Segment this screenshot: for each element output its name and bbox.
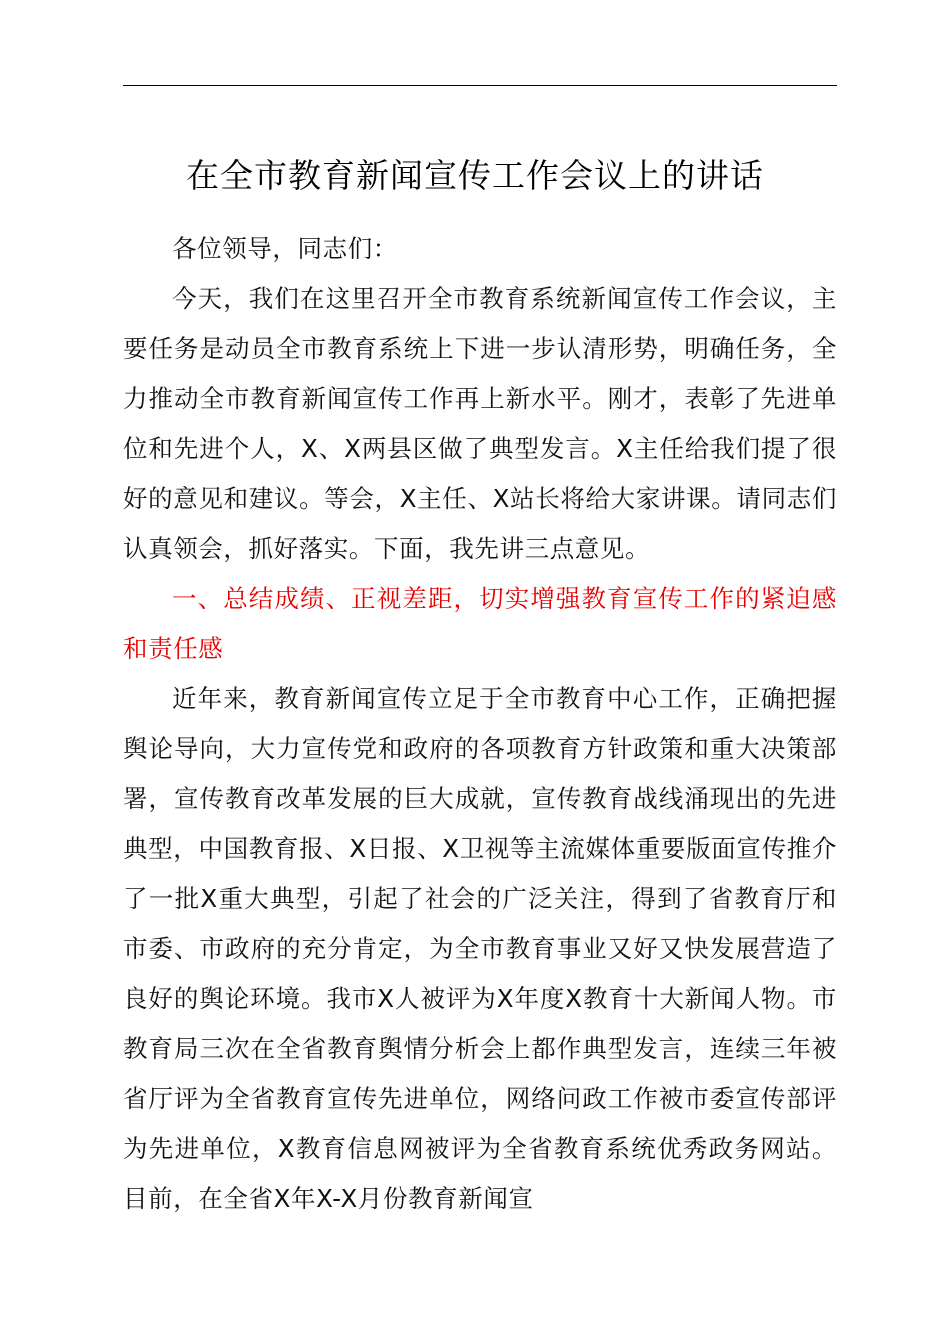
opening-paragraph: 今天，我们在这里召开全市教育系统新闻宣传工作会议，主要任务是动员全市教育系统上下进一步认清形势，明确任务，全力推动全市教育新闻宣传工作再上新水平。刚才，表彰了先进单位和先进个人，X、X两县区做了典型发言。X主任给我们提了很好的意见和建议。等会，X主任、X站长将给大家讲课。请同志们认真领会，抓好落实。下面，我先讲三点意见。 bbox=[123, 284, 837, 563]
document-body bbox=[123, 224, 837, 1224]
salutation: 各位领导，同志们： bbox=[172, 234, 398, 263]
header-rule bbox=[123, 85, 837, 86]
section-heading-1: 一、总结成绩、正视差距，切实增强教育宣传工作的紧迫感和责任感 bbox=[123, 584, 837, 663]
document-title: 在全市教育新闻宣传工作会议上的讲话 bbox=[186, 156, 764, 195]
section-1-paragraph: 近年来，教育新闻宣传立足于全市教育中心工作，正确把握舆论导向，大力宣传党和政府的各项教育方针政策和重大决策部署，宣传教育改革发展的巨大成就，宣传教育战线涌现出的先进典型，中国教育报、X日报、X卫视等主流媒体重要版面宣传推介了一批X重大典型，引起了社会的广泛关注，得到了省教育厅和市委、市政府的充分肯定，为全市教育事业又好又快发展营造了良好的舆论环境。我市X人被评为X年度X教育十大新闻人物。市教育局三次在全省教育舆情分析会上都作典型发言，连续三年被省厅评为全省教育宣传先进单位，网络问政工作被市委宣传部评为先进单位，X教育信息网被评为全省教育系统优秀政务网站。目前，在全省X年X-X月份教育新闻宣 bbox=[123, 684, 837, 1213]
